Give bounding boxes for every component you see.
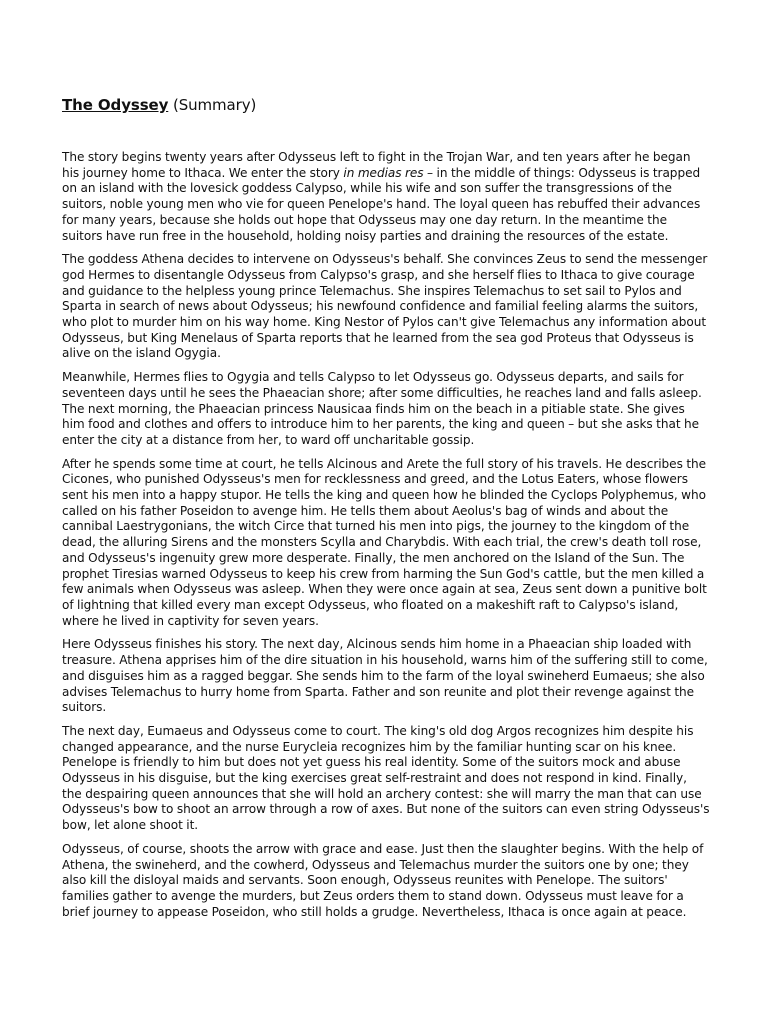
paragraph-text: After he spends some time at court, he tells Alcinous and Arete the full story of his travels. He describes the Cicones, who punished Odysseus's men for recklessness and greed, and the Lotus Eaters, whose flowers sent his men into a happy stupor. He tells the king and queen how he blinded the Cyclops Polyphemus, who called on his father Poseidon to avenge him. He tells them about Aeolus's bag of winds and about the cannibal Laestrygonians, the witch Circe that turned his men into pigs, the journey to the kingdom of the dead, the alluring Sirens and the monsters Scylla and Charybdis. With each trial, the crew's death toll rose, and Odysseus's ingenuity grew more desperate. Finally, the men anchored on the Island of the Sun. The prophet Tiresias warned Odysseus to keep his crew from harming the Sun God's cattle, but the men killed a few animals when Odysseus was asleep. When they were once again at sea, Zeus sent down a punitive bolt of lightning that killed every man except Odysseus, who floated on a makeshift raft to Calypso's island, where he lived in captivity for seven years. [62,456,707,628]
document-title-line [62,96,710,114]
document-subtitle: (Summary) [172,96,257,114]
paragraph [62,370,710,449]
document-title: The Odyssey [62,96,169,114]
paragraph-text: The story begins twenty years after Odysseus left to fight in the Trojan War, and ten years after he began his journey home to Ithaca. We enter the story [62,150,691,180]
paragraph-text: – in the middle of things: Odysseus is trapped on an island with the lovesick goddess Calypso, while his wife and son suffer the transgressions of the suitors, noble young men who vie for queen Penelope's hand. The loyal queen has rebuffed their advances for many years, because she holds out hope that Odysseus may one day return. In the meantime the suitors have run free in the household, holding noisy parties and draining the resources of the estate. [62,165,701,243]
paragraph [62,150,710,244]
paragraph-text: The next day, Eumaeus and Odysseus come to court. The king's old dog Argos recognizes him despite his changed appearance, and the nurse Eurycleia recognizes him by the familiar hunting scar on his knee. Penelope is friendly to him but does not yet guess his real identity. Some of the suitors mock and abuse Odysseus in his disguise, but the king exercises great self-restraint and does not respond in kind. Finally, the despairing queen announces that she will hold an archery contest: she will marry the man that can use Odysseus's bow to shoot an arrow through a row of axes. But none of the suitors can even string Odysseus's bow, let alone shoot it. [62,723,710,833]
paragraph [62,842,710,921]
paragraph-text: Odysseus, of course, shoots the arrow with grace and ease. Just then the slaughter begins. With the help of Athena, the swineherd, and the cowherd, Odysseus and Telemachus murder the suitors one by one; they also kill the disloyal maids and servants. Soon enough, Odysseus reunites with Penelope. The suitors' families gather to avenge the murders, but Zeus orders them to stand down. Odysseus must leave for a brief journey to appease Poseidon, who still holds a grudge. Nevertheless, Ithaca is once again at peace. [62,841,704,919]
paragraph [62,724,710,834]
italic-phrase: in medias res [343,165,424,180]
paragraph [62,457,710,630]
document-page [62,96,710,928]
paragraph [62,252,710,362]
paragraph-text: The goddess Athena decides to intervene on Odysseus's behalf. She convinces Zeus to send the messenger god Hermes to disentangle Odysseus from Calypso's grasp, and she herself flies to Ithaca to give courage and guidance to the helpless young prince Telemachus. She inspires Telemachus to set sail to Pylos and Sparta in search of news about Odysseus; his newfound confidence and familial feeling alarms the suitors, who plot to murder him on his way home. King Nestor of Pylos can't give Telemachus any information about Odysseus, but King Menelaus of Sparta reports that he learned from the sea god Proteus that Odysseus is alive on the island Ogygia. [62,252,708,361]
document-body [62,150,710,920]
paragraph-text: Meanwhile, Hermes flies to Ogygia and tells Calypso to let Odysseus go. Odysseus departs, and sails for seventeen days until he sees the Phaeacian shore; after some difficulties, he reaches land and falls asleep. The next morning, the Phaeacian princess Nausicaa finds him on the beach in a pitiable state. She gives him food and clothes and offers to introduce him to her parents, the king and queen – but she asks that he enter the city at a distance from her, to ward off uncharitable gossip. [62,370,702,447]
paragraph-text: Here Odysseus finishes his story. The next day, Alcinous sends him home in a Phaeacian ship loaded with treasure. Athena apprises him of the dire situation in his household, warns him of the suffering still to come, and disguises him as a ragged beggar. She sends him to the farm of the loyal swineherd Eumaeus; she also advises Telemachus to hurry home from Sparta. Father and son reunite and plot their revenge against the suitors. [62,637,708,715]
paragraph [62,637,710,716]
